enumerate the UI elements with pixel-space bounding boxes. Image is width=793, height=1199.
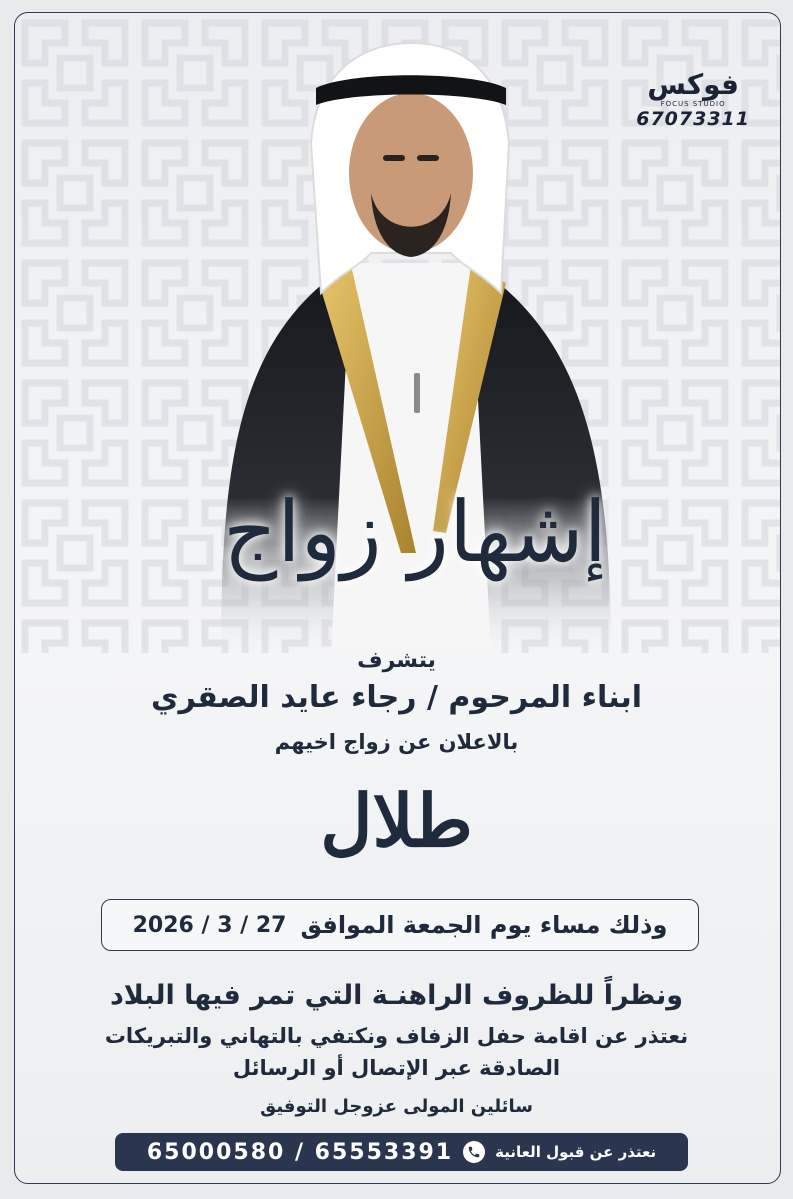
announce-text: بالاعلان عن زواج اخيهم	[274, 730, 519, 754]
studio-logo	[636, 68, 750, 130]
apology-line-2: الصادقة عبر الإتصال أو الرسائل	[232, 1056, 561, 1080]
groom-name: طلال	[320, 778, 473, 863]
circumstances-text: ونظراً للظروف الراهنـة التي تمر فيها البلاد	[109, 980, 684, 1011]
announcement-headline: إشهار زواج	[223, 483, 607, 581]
family-name: ابناء المرحوم / رجاء عايد الصقري	[150, 680, 642, 715]
contact-phones: 65000580 / 65553391	[146, 1139, 454, 1165]
contact-footer	[115, 1133, 688, 1171]
honored-text: يتشرف	[357, 648, 436, 673]
phone-icon	[463, 1141, 485, 1163]
apology-line-1: نعتذر عن اقامة حفل الزفاف ونكتفي بالتهاني والتبريكات	[104, 1024, 689, 1048]
studio-name: فوكس	[647, 68, 739, 101]
footer-note: نعتذر عن قبول العانية	[495, 1143, 657, 1161]
date-value: 2026 / 3 / 27	[132, 912, 287, 938]
studio-phone: 67073311	[636, 108, 750, 130]
date-box	[101, 899, 699, 951]
studio-subtitle: FOCUS STUDIO	[660, 100, 726, 108]
prayer-text: سائلين المولى عزوجل التوفيق	[260, 1096, 533, 1117]
date-label: وذلك مساء يوم الجمعة الموافق	[300, 911, 668, 939]
